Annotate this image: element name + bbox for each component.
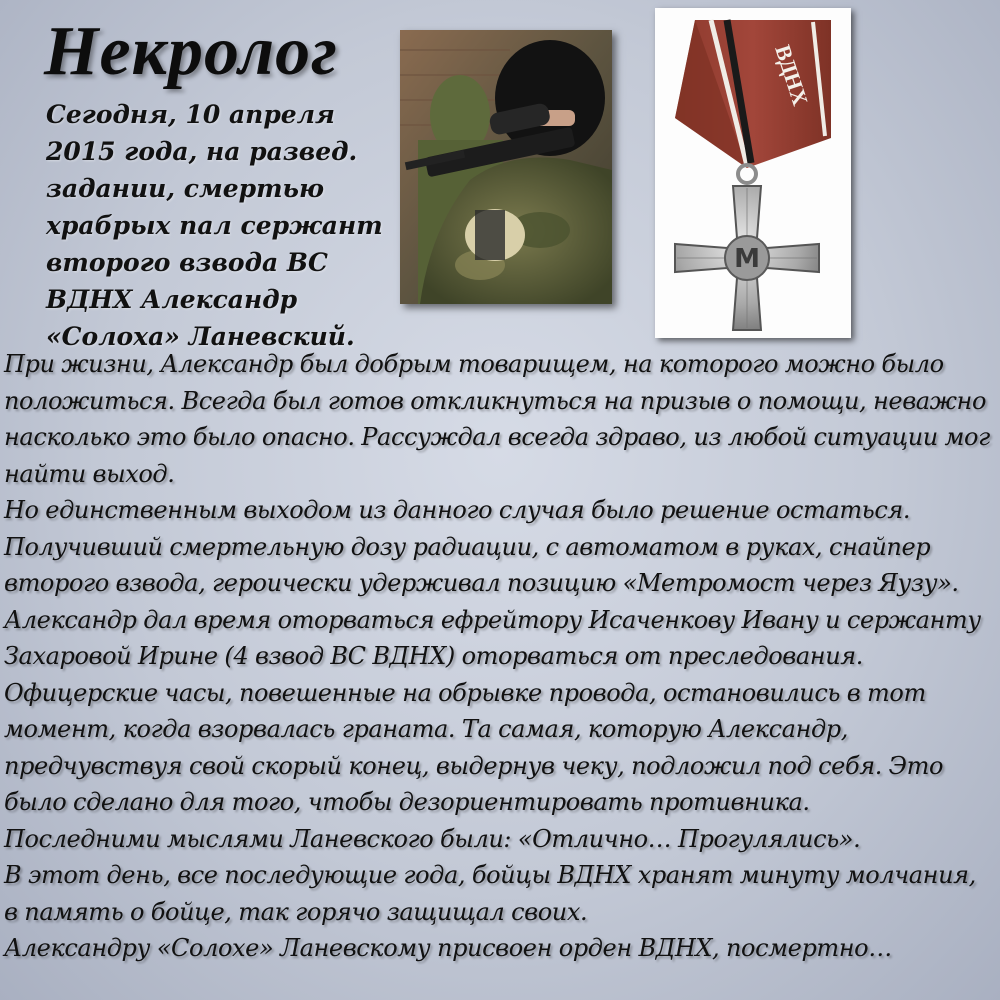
page-title: Некролог <box>44 13 339 90</box>
paragraph-decision: Но единственным выходом из данного случая было решение остаться. <box>4 496 911 524</box>
obituary-body <box>4 346 994 967</box>
sniper-photo <box>400 30 612 304</box>
lead-announcement: Сегодня, 10 апреля 2015 года, на развед. задании, смертью храбрых пал сержант второго взвода ВС ВДНХ Александр «Солоха» Ланевский. <box>46 100 383 351</box>
ribbon-text: ВДНХ <box>770 41 814 109</box>
paragraph-character: При жизни, Александр был добрым товарищем, на которого можно было положиться. Всегда был готов откликнуться на призыв о помощи, неважно насколько это было опасно. Рассуждал всегда здраво, из любой ситуации мог найти выход. <box>4 350 990 488</box>
paragraph-last-stand: Получивший смертельную дозу радиации, с автоматом в руках, снайпер второго взвода, героически удерживал позицию «Метромост через Яузу». Александр дал время оторваться ефрейтору Исаченкову Ивану и сержанту Захаровой Ирине (4 взвод ВС ВДНХ) оторваться от преследования. <box>4 532 981 670</box>
order-medal-image <box>655 8 851 338</box>
paragraph-memorial: В этот день, все последующие года, бойцы ВДНХ хранят минуту молчания, в память о бойце, так горячо защищал своих. <box>4 861 976 926</box>
paragraph-grenade: Офицерские часы, повешенные на обрывке провода, остановились в тот момент, когда взорвалась граната. Та самая, которую Александр, предчувствуя свой скорый конец, выдернув чеку, подложил под себя. Это было сделано для того, чтобы дезориентировать противника. <box>4 678 944 816</box>
paragraph-last-thoughts: Последними мыслями Ланевского были: «Отлично… Прогулялись». <box>4 824 861 853</box>
emblem-letter: М <box>734 244 760 274</box>
paragraph-award: Александру «Солохе» Ланевскому присвоен орден ВДНХ, посмертно… <box>4 934 892 962</box>
